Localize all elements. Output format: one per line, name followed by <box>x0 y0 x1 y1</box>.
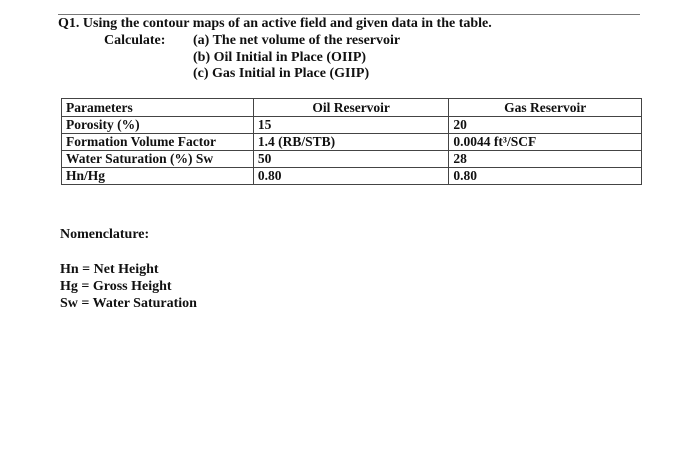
cell-gas-value: 0.0044 ft³/SCF <box>449 134 642 151</box>
nomenclature-title: Nomenclature: <box>60 227 150 242</box>
cell-parameter: Hn/Hg <box>62 168 254 185</box>
header-parameters: Parameters <box>62 99 254 117</box>
calculate-item-c: (c) Gas Initial in Place (GIIP) <box>193 66 370 81</box>
header-gas-reservoir: Gas Reservoir <box>449 99 642 117</box>
cell-parameter: Formation Volume Factor <box>62 134 254 151</box>
cell-parameter: Porosity (%) <box>62 117 254 134</box>
table-header-row <box>62 99 642 117</box>
nomenclature-item: Hn = Net Height <box>60 262 159 277</box>
cell-oil-value: 50 <box>253 151 449 168</box>
nomenclature-item: Sw = Water Saturation <box>60 296 197 311</box>
top-divider <box>58 14 640 15</box>
reservoir-data-table <box>61 98 642 185</box>
cell-parameter: Water Saturation (%) Sw <box>62 151 254 168</box>
cell-gas-value: 28 <box>449 151 642 168</box>
cell-gas-value: 0.80 <box>449 168 642 185</box>
cell-oil-value: 0.80 <box>253 168 449 185</box>
cell-oil-value: 1.4 (RB/STB) <box>253 134 449 151</box>
table-row <box>62 134 642 151</box>
table-row <box>62 168 642 185</box>
cell-oil-value: 15 <box>253 117 449 134</box>
nomenclature-list <box>60 261 197 312</box>
nomenclature-item: Hg = Gross Height <box>60 279 172 294</box>
calculate-items <box>193 33 400 83</box>
header-oil-reservoir: Oil Reservoir <box>253 99 449 117</box>
calculate-item-b: (b) Oil Initial in Place (OIIP) <box>193 49 367 65</box>
calculate-item-a: (a) The net volume of the reservoir <box>193 33 401 48</box>
question-text: Q1. Using the contour maps of an active field and given data in the table. <box>58 16 492 31</box>
cell-gas-value: 20 <box>449 117 642 134</box>
calculate-label: Calculate: <box>104 33 166 48</box>
table-row <box>62 117 642 134</box>
table-row <box>62 151 642 168</box>
